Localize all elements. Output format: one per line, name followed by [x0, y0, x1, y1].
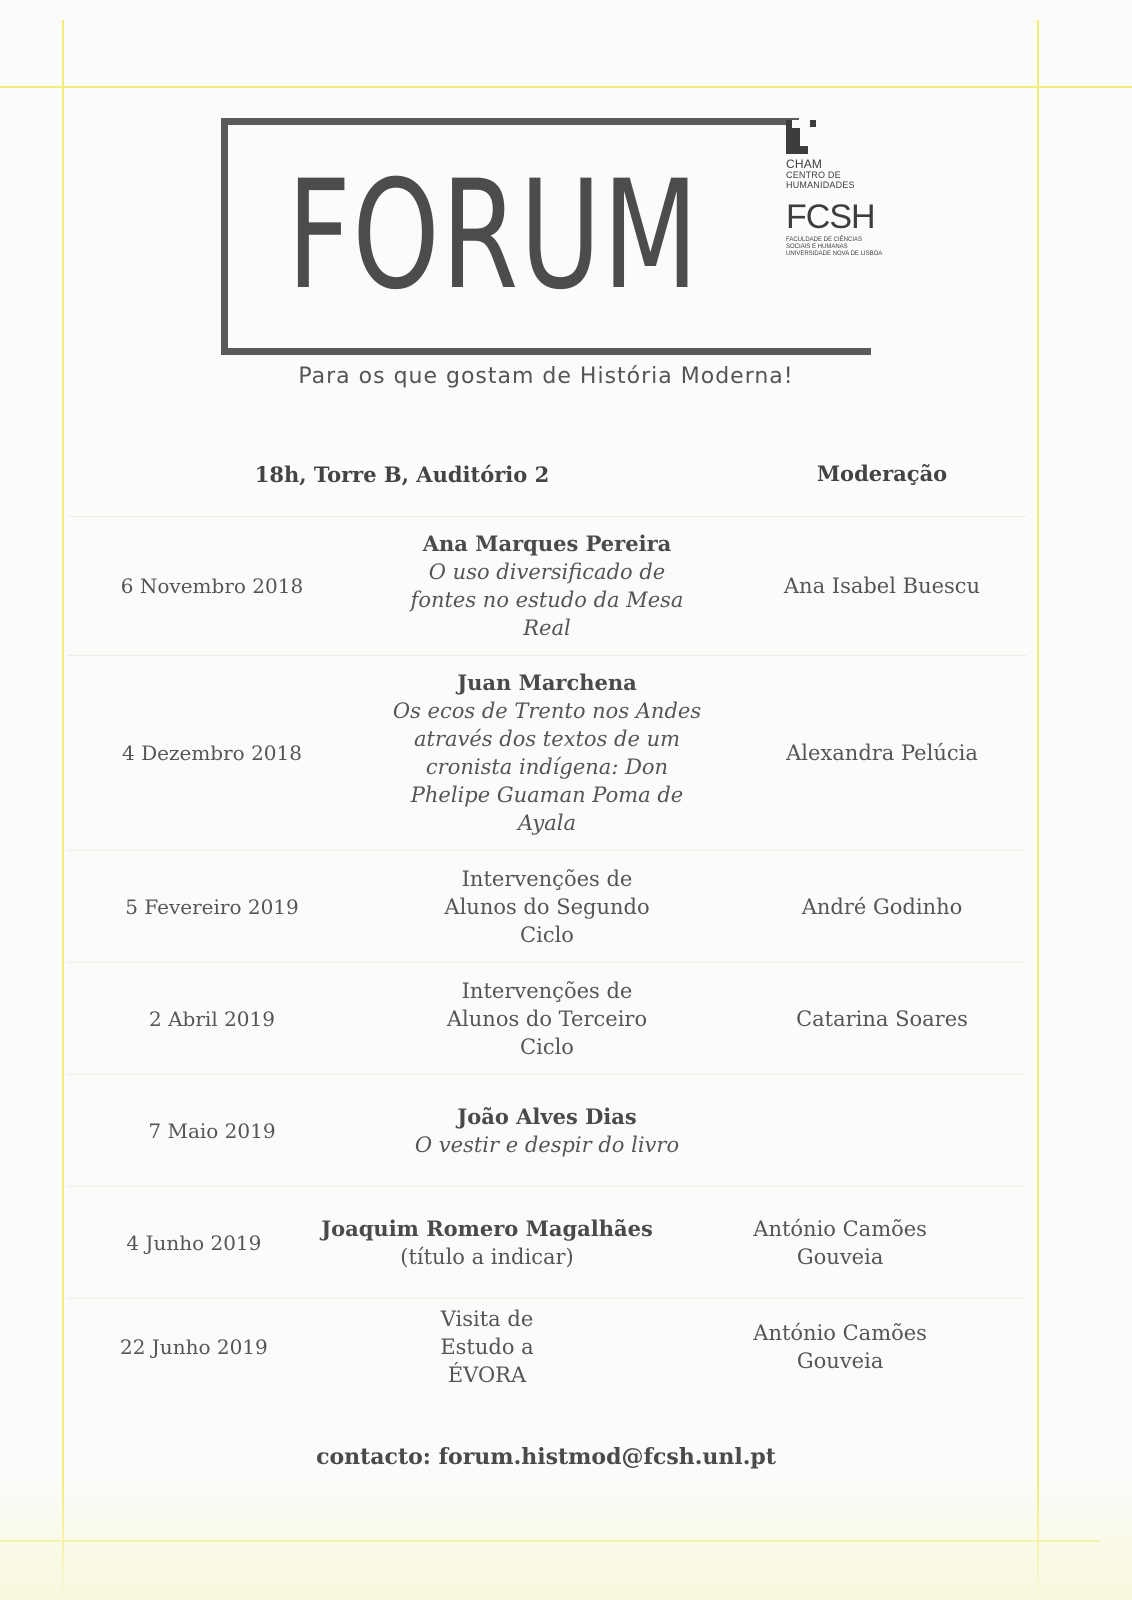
session-row	[67, 1075, 1027, 1187]
session-speaker: Joaquim Romero Magalhães	[321, 1215, 653, 1241]
schedule-header-row	[67, 432, 1027, 517]
session-date: 5 Fevereiro 2019	[125, 894, 299, 919]
session-moderator: André Godinho	[801, 894, 963, 919]
fcsh-subtitle	[786, 237, 896, 258]
cham-line1: CENTRO DE	[786, 170, 841, 180]
session-date: 7 Maio 2019	[148, 1118, 276, 1143]
crop-mark-right	[1037, 20, 1039, 1600]
session-title: O vestir e despir do livro	[414, 1132, 680, 1157]
session-talk	[357, 530, 737, 642]
crop-mark-left	[62, 20, 64, 1600]
session-moderator: António Camões Gouveia	[753, 1321, 927, 1373]
cham-name: CHAM	[786, 157, 823, 171]
session-row	[67, 963, 1027, 1075]
session-row	[67, 851, 1027, 963]
title-frame	[221, 118, 871, 355]
session-talk	[357, 669, 737, 837]
session-date: 22 Junho 2019	[119, 1335, 268, 1359]
moderation-header: Moderação	[816, 461, 948, 486]
cham-text	[786, 158, 896, 190]
session-title: O uso diversificado de fontes no estudo da Mesa Real	[410, 560, 684, 640]
fcsh-line1: FACULDADE DE CIÊNCIAS	[786, 237, 863, 243]
title-frame-left	[221, 118, 228, 355]
crop-mark-top	[0, 86, 1132, 88]
session-description: (título a indicar)	[400, 1244, 574, 1269]
title-frame-bottom	[221, 348, 871, 355]
cham-logo-icon	[786, 120, 814, 154]
session-row	[67, 656, 1027, 851]
session-description: Visita de Estudo a ÉVORA	[440, 1307, 534, 1387]
session-row	[67, 517, 1027, 656]
session-talk	[357, 1103, 737, 1159]
venue-label: 18h, Torre B, Auditório 2	[254, 461, 550, 487]
schedule-table	[67, 432, 1027, 1395]
session-date: 2 Abril 2019	[149, 1006, 275, 1031]
paper-tint	[0, 1480, 1132, 1600]
session-moderator: Catarina Soares	[796, 1006, 968, 1031]
tagline: Para os que gostam de História Moderna!	[298, 364, 794, 389]
contact-label: contacto:	[316, 1444, 431, 1470]
session-description: Intervenções de Alunos do Terceiro Ciclo	[446, 978, 648, 1059]
cham-line2: HUMANIDADES	[786, 180, 855, 190]
session-description: Intervenções de Alunos do Segundo Ciclo	[444, 866, 650, 947]
fcsh-line3: UNIVERSIDADE NOVA DE LISBOA	[786, 251, 883, 257]
fcsh-line2: SOCIAIS E HUMANAS	[786, 244, 848, 250]
session-date: 4 Junho 2019	[126, 1230, 262, 1255]
session-row	[67, 1187, 1027, 1299]
session-date: 6 Novembro 2018	[120, 574, 304, 598]
session-speaker: Ana Marques Pereira	[422, 531, 672, 556]
session-talk	[357, 865, 737, 949]
session-date: 4 Dezembro 2018	[122, 741, 302, 765]
institution-logos	[786, 120, 896, 258]
session-moderator: Ana Isabel Buescu	[783, 574, 981, 598]
forum-title: FORUM	[287, 149, 700, 323]
session-title: Os ecos de Trento nos Andes através dos textos de um cronista indígena: Don Phelipe Guaman Poma de Ayala	[392, 699, 702, 835]
session-talk	[321, 1305, 654, 1389]
session-row	[67, 1299, 1027, 1395]
fcsh-logo: FCSH	[786, 198, 875, 236]
session-moderator: António Camões Gouveia	[753, 1216, 927, 1269]
session-moderator: Alexandra Pelúcia	[786, 741, 978, 765]
session-talk	[321, 1215, 654, 1271]
session-speaker: João Alves Dias	[457, 1103, 637, 1129]
session-talk	[357, 977, 737, 1061]
title-frame-top	[221, 118, 799, 125]
contact-line	[221, 1444, 871, 1470]
contact-email-link[interactable]: forum.histmod@fcsh.unl.pt	[438, 1444, 776, 1470]
session-speaker: Juan Marchena	[457, 670, 637, 695]
